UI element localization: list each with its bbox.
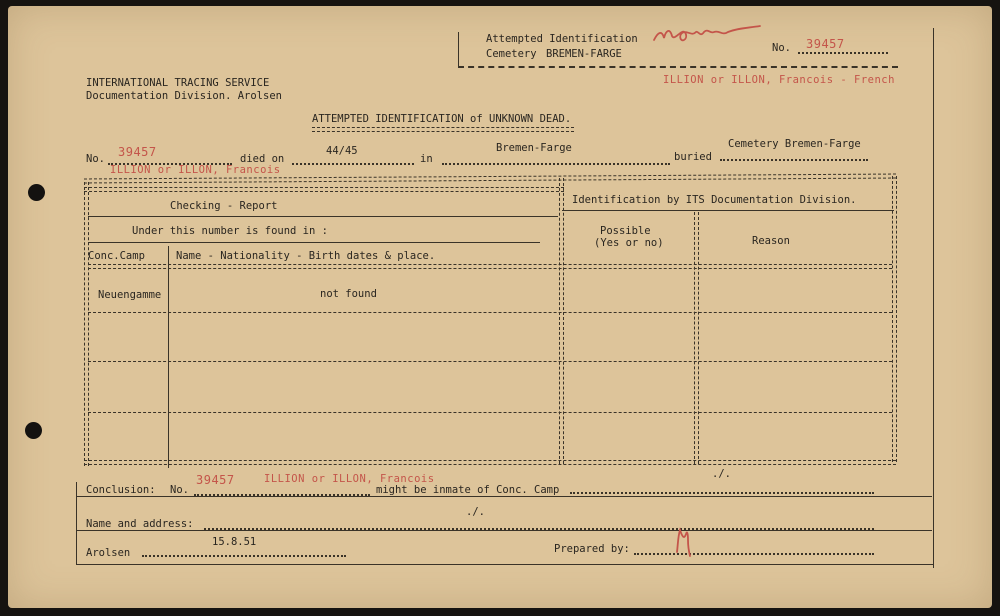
form-title: ATTEMPTED IDENTIFICATION of UNKNOWN DEAD.	[312, 113, 572, 125]
header-row-line	[88, 216, 558, 217]
died-on-dots	[292, 163, 414, 165]
record-no-label: No.	[86, 153, 105, 165]
org-line1: INTERNATIONAL TRACING SERVICE	[86, 77, 270, 89]
died-on-label: died on	[240, 153, 285, 165]
name-address-rule	[76, 530, 932, 531]
signature-mark	[672, 524, 696, 558]
conclusion-inmate-text: might be inmate of Conc. Camp	[376, 484, 560, 496]
reason-header: Reason	[752, 235, 790, 247]
col-name-header: Name - Nationality - Birth dates & place.	[176, 250, 436, 262]
table-divider-main	[559, 178, 564, 464]
right-border	[933, 28, 934, 568]
record-no-value: 39457	[118, 145, 157, 159]
columns-header-line	[88, 264, 892, 269]
conclusion-no-label: No.	[170, 484, 189, 496]
handwritten-none	[648, 20, 768, 48]
attempted-identification-label: Attempted Identification	[486, 33, 638, 45]
header-no-value: 39457	[806, 37, 845, 51]
row1-camp: Neuengamme	[98, 289, 162, 301]
ident-header-line	[562, 210, 894, 211]
conclusion-name: ILLION or ILLON, Francois	[264, 473, 435, 485]
footer-date-dots	[142, 555, 346, 557]
footer-place: Arolsen	[86, 547, 131, 559]
header-box-left	[458, 32, 459, 66]
buried-value: Cemetery Bremen-Farge	[728, 138, 861, 150]
bottom-border	[76, 564, 934, 565]
table-bottom	[84, 460, 896, 465]
table-header-line	[84, 187, 564, 192]
ident-header: Identification by ITS Documentation Division.	[572, 194, 857, 206]
prepared-by-label: Prepared by:	[554, 543, 630, 555]
name-address-label: Name and address:	[86, 518, 194, 530]
conclusion-rule	[76, 496, 932, 497]
header-no-label: No.	[772, 42, 791, 54]
conclusion-no-value: 39457	[196, 473, 235, 487]
punch-hole-top	[28, 184, 45, 201]
table-divider-camp	[168, 246, 169, 468]
row-line-2	[88, 361, 892, 362]
row1-name: not found	[320, 288, 377, 300]
table-left	[84, 182, 89, 466]
header-cemetery-value: BREMEN-FARGE	[546, 48, 622, 60]
header-no-dots	[798, 52, 888, 54]
punch-hole-bottom	[25, 422, 42, 439]
row-line-1	[88, 312, 892, 313]
org-line2: Documentation Division. Arolsen	[86, 90, 282, 102]
row-line-3	[88, 412, 892, 413]
left-border-lower	[76, 482, 77, 565]
under-number-label: Under this number is found in :	[132, 225, 328, 237]
buried-label: buried	[674, 151, 712, 163]
prepared-by-dots	[634, 553, 874, 555]
conclusion-camp-value: ./.	[712, 468, 731, 480]
died-on-value: 44/45	[326, 145, 358, 157]
header-cemetery-label: Cemetery	[486, 48, 537, 60]
table-right	[892, 176, 897, 462]
footer-date: 15.8.51	[212, 536, 257, 548]
subject-name-top: ILLION or ILLON, Francois - French	[663, 74, 895, 86]
record-name-under: ILLION or ILLON, Francois	[110, 164, 281, 176]
possible-line2: (Yes or no)	[594, 237, 664, 249]
subheader-line	[88, 242, 540, 243]
conclusion-label: Conclusion:	[86, 484, 156, 496]
checking-report-header: Checking - Report	[170, 200, 278, 212]
buried-dots	[720, 159, 868, 161]
name-address-value: ./.	[466, 506, 485, 518]
in-dots	[442, 163, 670, 165]
in-value: Bremen-Farge	[496, 142, 572, 154]
header-box-bottom	[458, 66, 898, 68]
conclusion-camp-dots	[570, 492, 874, 494]
possible-line1: Possible	[600, 225, 651, 237]
col-camp-header: Conc.Camp	[88, 250, 145, 262]
document-card	[8, 6, 992, 608]
title-underline	[312, 127, 574, 132]
in-label: in	[420, 153, 433, 165]
table-divider-possible	[694, 212, 699, 464]
